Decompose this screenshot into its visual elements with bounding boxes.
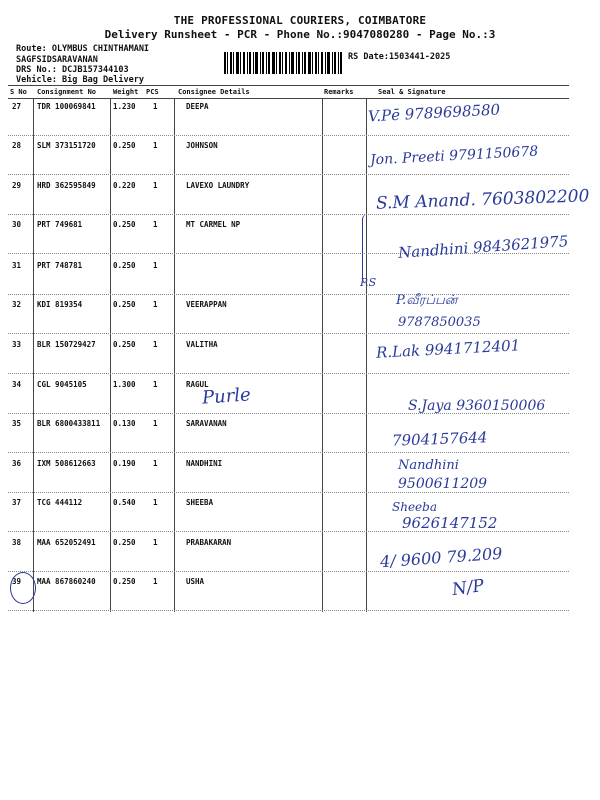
cell-sno: 36 [12, 459, 22, 468]
cell-consignment-no: KDI 819354 [37, 300, 83, 309]
col-header-consignee: Consignee Details [178, 88, 250, 96]
cell-weight: 0.250 [113, 340, 136, 349]
row-separator [8, 214, 569, 215]
cell-sno: 29 [12, 181, 22, 190]
cell-pcs: 1 [153, 261, 158, 270]
cell-pcs: 1 [153, 181, 158, 190]
handwritten-signature: S.Jaya 9360150006 [408, 398, 546, 414]
cell-consignment-no: HRD 362595849 [37, 181, 96, 190]
col-header-sno: S No [10, 88, 27, 96]
cell-consignment-no: TCG 444112 [37, 498, 83, 507]
col-header-remarks: Remarks [324, 88, 354, 96]
rs-date: RS Date:1503441-2025 [348, 52, 451, 62]
col-header-seal: Seal & Signature [378, 88, 446, 96]
col-divider [33, 98, 34, 612]
cell-weight: 0.220 [113, 181, 136, 190]
cell-sno: 34 [12, 380, 22, 389]
cell-consignment-no: CGL 9045105 [37, 380, 87, 389]
cell-weight: 0.250 [113, 220, 136, 229]
row-separator [8, 294, 569, 295]
cell-consignment-no: IXM 508612663 [37, 459, 96, 468]
cell-consignee: RAGUL [186, 380, 209, 389]
cell-pcs: 1 [153, 102, 158, 111]
cell-weight: 0.250 [113, 538, 136, 547]
cell-consignment-no: SLM 373151720 [37, 141, 96, 150]
col-divider [110, 98, 111, 612]
cell-consignee: SARAVANAN [186, 419, 227, 428]
handwritten-signature: N/P [450, 575, 486, 601]
cell-sno: 33 [12, 340, 22, 349]
cell-consignee: MT CARMEL NP [186, 220, 241, 229]
cell-pcs: 1 [153, 577, 158, 586]
cell-weight: 1.300 [113, 380, 136, 389]
cell-weight: 0.250 [113, 577, 136, 586]
route-label: Route: OLYMBUS CHINTHAMANI [16, 44, 150, 54]
row-separator [8, 373, 569, 374]
row-separator [8, 610, 569, 611]
cell-pcs: 1 [153, 300, 158, 309]
cell-consignee: JOHNSON [186, 141, 218, 150]
cell-pcs: 1 [153, 538, 158, 547]
cell-consignment-no: BLR 150729427 [37, 340, 96, 349]
cell-pcs: 1 [153, 340, 158, 349]
cell-sno: 31 [12, 261, 22, 270]
handwritten-signature: 9500611209 [398, 476, 488, 492]
cell-weight: 1.230 [113, 102, 136, 111]
row-separator [8, 135, 569, 136]
cell-consignee: VALITHA [186, 340, 218, 349]
cell-consignee: NANDHINI [186, 459, 223, 468]
cell-weight: 0.250 [113, 141, 136, 150]
handwritten-signature: Purle [201, 384, 252, 409]
header-top-rule [8, 85, 569, 86]
cell-weight: 0.250 [113, 261, 136, 270]
handwritten-signature: 7904157644 [391, 428, 488, 450]
cell-sno: 27 [12, 102, 22, 111]
cell-pcs: 1 [153, 220, 158, 229]
cell-sno: 30 [12, 220, 22, 229]
col-divider [366, 98, 367, 612]
cell-consignment-no: TDR 100069841 [37, 102, 96, 111]
cell-pcs: 1 [153, 419, 158, 428]
handwritten-signature: P.வீரப்பன் [396, 293, 458, 308]
handwritten-signature: R.Lak 9941712401 [375, 336, 521, 362]
col-divider [322, 98, 323, 612]
cell-consignee: DEEPA [186, 102, 209, 111]
row-separator [8, 333, 569, 334]
cell-sno: 28 [12, 141, 22, 150]
handwritten-signature: Nandhini 9843621975 [397, 232, 569, 262]
staff-label: SAGFSIDSARAVANAN [16, 55, 98, 65]
cell-consignee: VEERAPPAN [186, 300, 227, 309]
col-header-consignment: Consignment No [37, 88, 97, 96]
cell-weight: 0.540 [113, 498, 136, 507]
handwritten-signature: S.M Anand. 7603802200 [375, 186, 590, 214]
col-header-pcs: PCS [146, 88, 159, 96]
company-title: THE PROFESSIONAL COURIERS, COIMBATORE [173, 14, 427, 27]
cell-weight: 0.190 [113, 459, 136, 468]
handwritten-signature: 9626147152 [402, 514, 498, 532]
cell-weight: 0.130 [113, 419, 136, 428]
cell-consignment-no: PRT 748781 [37, 261, 83, 270]
cell-sno: 38 [12, 538, 22, 547]
handwritten-signature: P.S [360, 276, 377, 289]
cell-consignment-no: MAA 867860240 [37, 577, 96, 586]
col-header-weight: Weight [113, 88, 139, 96]
cell-pcs: 1 [153, 459, 158, 468]
handwritten-signature: Nandhini [398, 458, 459, 473]
cell-sno: 37 [12, 498, 22, 507]
barcode-image [224, 52, 342, 74]
row-separator [8, 492, 569, 493]
handwritten-signature: 9787850035 [398, 315, 481, 330]
runsheet-subtitle: Delivery Runsheet - PCR - Phone No.:9047080280 - Page No.:3 [104, 28, 496, 41]
cell-pcs: 1 [153, 380, 158, 389]
cell-weight: 0.250 [113, 300, 136, 309]
row-separator [8, 174, 569, 175]
col-divider [174, 98, 175, 612]
cell-consignee: LAVEXO LAUNDRY [186, 181, 250, 190]
handwritten-signature: 4/ 9600 79.209 [379, 543, 503, 572]
handwritten-signature: V.Pē 9789698580 [367, 100, 501, 126]
cell-consignment-no: PRT 749681 [37, 220, 83, 229]
drs-number: DRS No.: DCJB157344103 [16, 65, 129, 75]
cell-consignee: PRABAKARAN [186, 538, 232, 547]
cell-consignment-no: MAA 652052491 [37, 538, 96, 547]
cell-consignment-no: BLR 6800433811 [37, 419, 101, 428]
row-separator [8, 571, 569, 572]
vehicle-label: Vehicle: Big Bag Delivery [16, 75, 144, 85]
handwritten-signature: Sheeba [392, 500, 437, 514]
cell-sno: 35 [12, 419, 22, 428]
cell-pcs: 1 [153, 141, 158, 150]
header-bottom-rule [8, 98, 569, 99]
cell-sno: 32 [12, 300, 22, 309]
cell-consignee: USHA [186, 577, 205, 586]
row-separator [8, 452, 569, 453]
handwritten-circle-mark [10, 572, 36, 604]
cell-consignee: SHEEBA [186, 498, 214, 507]
handwritten-signature: Jon. Preeti 9791150678 [369, 143, 539, 169]
signature-bracket [362, 214, 373, 284]
cell-pcs: 1 [153, 498, 158, 507]
cell-sno: 39 [12, 577, 22, 586]
